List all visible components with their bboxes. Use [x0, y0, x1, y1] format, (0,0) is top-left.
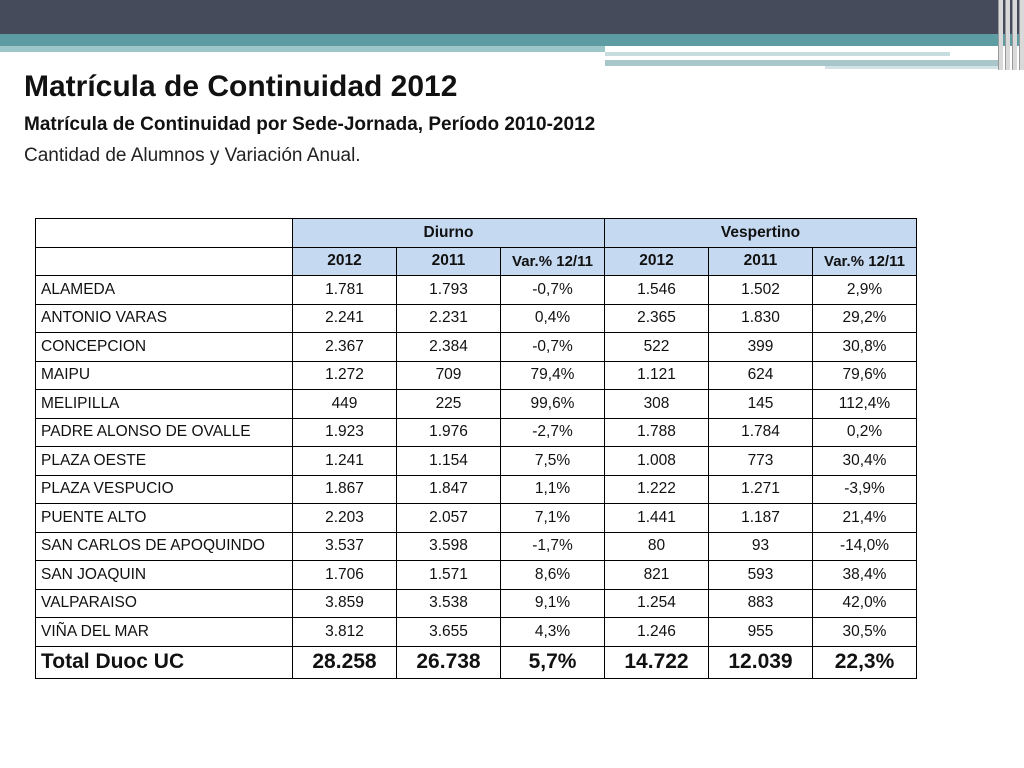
count-cell: 2.057	[397, 504, 501, 533]
variation-cell: 0,2%	[813, 418, 917, 447]
count-cell: 1.271	[709, 475, 813, 504]
total-row	[36, 646, 917, 678]
count-cell: 1.502	[709, 276, 813, 305]
header-band-teal	[0, 34, 1024, 46]
sede-name: MELIPILLA	[36, 390, 293, 419]
variation-cell: 112,4%	[813, 390, 917, 419]
count-cell: 399	[709, 333, 813, 362]
count-cell: 1.246	[605, 618, 709, 647]
table-row	[36, 618, 917, 647]
count-cell: 522	[605, 333, 709, 362]
group-header-diurno: Diurno	[293, 219, 605, 248]
count-cell: 14.722	[605, 646, 709, 678]
count-cell: 1.781	[293, 276, 397, 305]
table-row	[36, 475, 917, 504]
sede-name: VIÑA DEL MAR	[36, 618, 293, 647]
table-row	[36, 561, 917, 590]
count-cell: 1.241	[293, 447, 397, 476]
count-cell: 1.154	[397, 447, 501, 476]
count-cell: 2.203	[293, 504, 397, 533]
count-cell: 225	[397, 390, 501, 419]
count-cell: 1.976	[397, 418, 501, 447]
header-band-dark	[0, 0, 1024, 34]
variation-cell: 7,5%	[501, 447, 605, 476]
table-row	[36, 390, 917, 419]
count-cell: 3.598	[397, 532, 501, 561]
count-cell: 1.830	[709, 304, 813, 333]
table-row	[36, 418, 917, 447]
column-header: 2012	[605, 247, 709, 276]
variation-cell: -3,9%	[813, 475, 917, 504]
sede-name: SAN JOAQUIN	[36, 561, 293, 590]
count-cell: 2.241	[293, 304, 397, 333]
count-cell: 593	[709, 561, 813, 590]
header-line	[605, 52, 950, 56]
variation-cell: 8,6%	[501, 561, 605, 590]
header-line	[825, 66, 1000, 69]
sede-name: ANTONIO VARAS	[36, 304, 293, 333]
count-cell: 145	[709, 390, 813, 419]
table-row	[36, 504, 917, 533]
enrollment-table	[35, 218, 917, 679]
table-row	[36, 333, 917, 362]
variation-cell: 30,8%	[813, 333, 917, 362]
count-cell: 821	[605, 561, 709, 590]
count-cell: 624	[709, 361, 813, 390]
count-cell: 1.788	[605, 418, 709, 447]
variation-cell: -0,7%	[501, 333, 605, 362]
table-row	[36, 276, 917, 305]
count-cell: 1.187	[709, 504, 813, 533]
count-cell: 1.571	[397, 561, 501, 590]
variation-cell: 79,6%	[813, 361, 917, 390]
count-cell: 449	[293, 390, 397, 419]
variation-cell: -1,7%	[501, 532, 605, 561]
sede-name: MAIPU	[36, 361, 293, 390]
variation-cell: 79,4%	[501, 361, 605, 390]
group-header-row	[36, 219, 917, 248]
count-cell: 3.538	[397, 589, 501, 618]
variation-cell: 0,4%	[501, 304, 605, 333]
column-header: Var.% 12/11	[501, 247, 605, 276]
table-row	[36, 532, 917, 561]
count-cell: 1.441	[605, 504, 709, 533]
count-cell: 1.784	[709, 418, 813, 447]
variation-cell: 99,6%	[501, 390, 605, 419]
sede-name: CONCEPCION	[36, 333, 293, 362]
count-cell: 1.793	[397, 276, 501, 305]
count-cell: 3.812	[293, 618, 397, 647]
count-cell: 2.384	[397, 333, 501, 362]
count-cell: 1.847	[397, 475, 501, 504]
count-cell: 12.039	[709, 646, 813, 678]
variation-cell: 7,1%	[501, 504, 605, 533]
count-cell: 2.367	[293, 333, 397, 362]
page-subtitle: Matrícula de Continuidad por Sede-Jornada, Período 2010-2012	[24, 114, 596, 135]
header-stripes	[994, 0, 1024, 70]
count-cell: 80	[605, 532, 709, 561]
column-header: 2011	[709, 247, 813, 276]
count-cell: 1.923	[293, 418, 397, 447]
count-cell: 1.546	[605, 276, 709, 305]
column-header: Var.% 12/11	[813, 247, 917, 276]
count-cell: 3.655	[397, 618, 501, 647]
page-description: Cantidad de Alumnos y Variación Anual.	[24, 145, 361, 166]
count-cell: 3.859	[293, 589, 397, 618]
table-row	[36, 447, 917, 476]
sede-name: PADRE ALONSO DE OVALLE	[36, 418, 293, 447]
count-cell: 308	[605, 390, 709, 419]
variation-cell: 42,0%	[813, 589, 917, 618]
count-cell: 3.537	[293, 532, 397, 561]
variation-cell: -14,0%	[813, 532, 917, 561]
group-header-vespertino: Vespertino	[605, 219, 917, 248]
count-cell: 93	[709, 532, 813, 561]
column-header: 2011	[397, 247, 501, 276]
total-label: Total Duoc UC	[36, 646, 293, 678]
count-cell: 955	[709, 618, 813, 647]
variation-cell: -2,7%	[501, 418, 605, 447]
sub-header-row	[36, 247, 917, 276]
count-cell: 1.008	[605, 447, 709, 476]
count-cell: 1.254	[605, 589, 709, 618]
sede-name: VALPARAISO	[36, 589, 293, 618]
count-cell: 2.365	[605, 304, 709, 333]
page-title: Matrícula de Continuidad 2012	[24, 70, 458, 103]
variation-cell: 2,9%	[813, 276, 917, 305]
sede-name: PLAZA VESPUCIO	[36, 475, 293, 504]
table-row	[36, 589, 917, 618]
count-cell: 1.272	[293, 361, 397, 390]
count-cell: 883	[709, 589, 813, 618]
sede-name: PLAZA OESTE	[36, 447, 293, 476]
variation-cell: 4,3%	[501, 618, 605, 647]
table-row	[36, 361, 917, 390]
variation-cell: 29,2%	[813, 304, 917, 333]
count-cell: 2.231	[397, 304, 501, 333]
variation-cell: 30,5%	[813, 618, 917, 647]
variation-cell: 1,1%	[501, 475, 605, 504]
variation-cell: -0,7%	[501, 276, 605, 305]
count-cell: 28.258	[293, 646, 397, 678]
count-cell: 1.222	[605, 475, 709, 504]
variation-cell: 5,7%	[501, 646, 605, 678]
count-cell: 709	[397, 361, 501, 390]
count-cell: 1.867	[293, 475, 397, 504]
count-cell: 1.121	[605, 361, 709, 390]
column-header: 2012	[293, 247, 397, 276]
sede-name: ALAMEDA	[36, 276, 293, 305]
empty-corner	[36, 219, 293, 248]
count-cell: 26.738	[397, 646, 501, 678]
count-cell: 773	[709, 447, 813, 476]
variation-cell: 9,1%	[501, 589, 605, 618]
table-row	[36, 304, 917, 333]
sede-name: SAN CARLOS DE APOQUINDO	[36, 532, 293, 561]
variation-cell: 21,4%	[813, 504, 917, 533]
variation-cell: 22,3%	[813, 646, 917, 678]
variation-cell: 38,4%	[813, 561, 917, 590]
sede-name: PUENTE ALTO	[36, 504, 293, 533]
empty-corner	[36, 247, 293, 276]
count-cell: 1.706	[293, 561, 397, 590]
variation-cell: 30,4%	[813, 447, 917, 476]
header-band-light	[0, 46, 605, 52]
